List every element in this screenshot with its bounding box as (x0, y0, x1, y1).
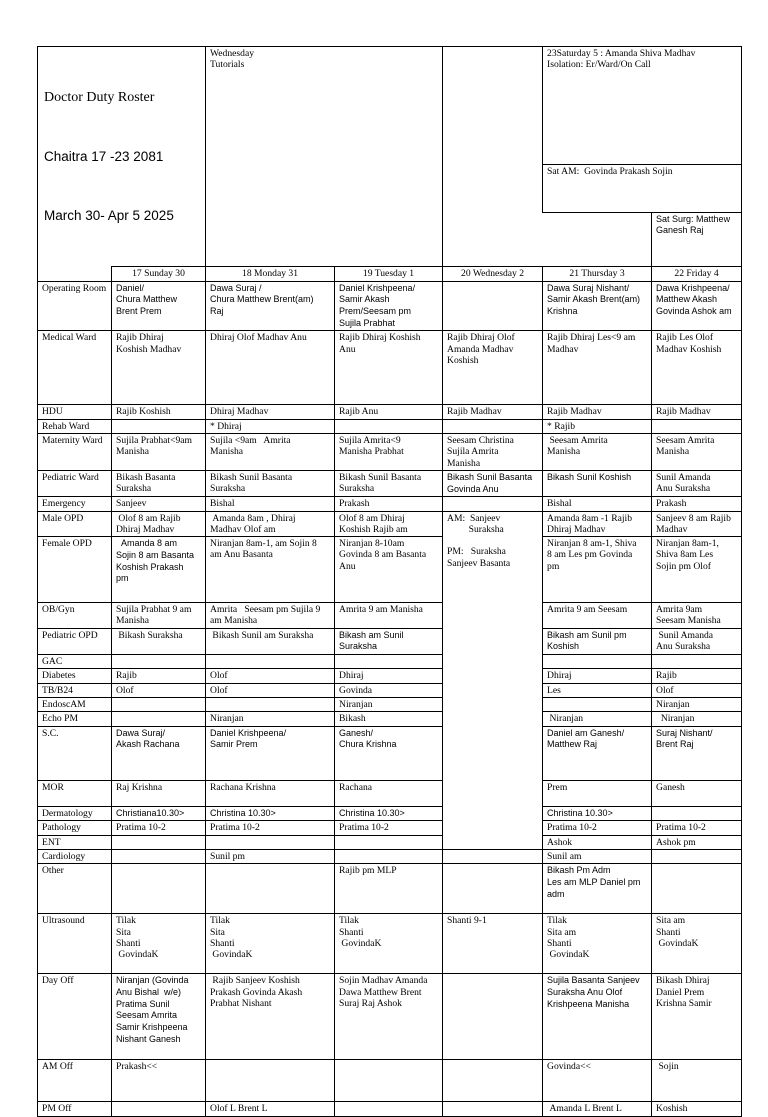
roster-table (37, 46, 742, 1117)
duty-cell (443, 1060, 543, 1102)
header-spacer (443, 212, 652, 267)
duty-cell: Bikash Sunil Basanta Suraksha (206, 470, 335, 496)
roster-row (38, 780, 742, 806)
duty-cell: Sunil am (543, 850, 652, 864)
duty-cell: Bikash Sunil Koshish (543, 470, 652, 496)
duty-cell: Dhiraj Madhav (206, 405, 335, 419)
duty-cell: Bikash Basanta Suraksha (112, 470, 206, 496)
roster-row (38, 628, 742, 654)
roster-title: Doctor Duty Roster (44, 90, 155, 106)
duty-cell: Amanda 8 am Sojin 8 am Basanta Koshish Prakash pm (112, 537, 206, 603)
row-label: MOR (38, 780, 112, 806)
duty-cell (206, 698, 335, 712)
duty-cell: Bikash Sunil Basanta Govinda Anu (443, 470, 543, 496)
duty-cell: Rajib Dhiraj Koshish Anu (335, 331, 443, 405)
duty-cell: Koshish (652, 1102, 742, 1116)
duty-cell: Niranjan 8 am-1, Shiva 8 am Les pm Govinda pm (543, 537, 652, 603)
duty-cell: Govinda (335, 683, 443, 697)
duty-cell: Bikash Sunil Basanta Suraksha (335, 470, 443, 496)
duty-cell: Rajib Madhav (652, 405, 742, 419)
duty-cell (335, 419, 443, 433)
duty-cell: Dhiraj (543, 669, 652, 683)
duty-cell: Rajib Dhiraj Olof Amanda Madhav Koshish (443, 331, 543, 405)
duty-cell: Shanti 9-1 (443, 914, 543, 974)
duty-cell: Tilak Sita am Shanti GovindaK (543, 914, 652, 974)
roster-row (38, 281, 742, 331)
roster-row (38, 669, 742, 683)
duty-cell: Dawa Suraj Nishant/ Samir Akash Brent(am) Krishna (543, 281, 652, 331)
duty-cell: Sojin (652, 1060, 742, 1102)
duty-cell: * Rajib (543, 419, 652, 433)
day-header: 18 Monday 31 (206, 267, 335, 281)
duty-cell: Rajib Madhav (443, 405, 543, 419)
row-label: Maternity Ward (38, 433, 112, 470)
duty-cell: Amrita 9 am Seesam (543, 603, 652, 629)
duty-cell: Seesam Amrita Manisha (652, 433, 742, 470)
duty-cell (335, 655, 443, 669)
duty-cell (543, 655, 652, 669)
duty-cell (335, 835, 443, 849)
duty-cell: Christiana10.30> (112, 806, 206, 821)
duty-cell: Niranjan (652, 712, 742, 726)
duty-cell: Sujila <9am Amrita Manisha (206, 433, 335, 470)
row-label: Echo PM (38, 712, 112, 726)
duty-cell: Christina 10.30> (335, 806, 443, 821)
duty-cell: Dawa Krishpeena/ Matthew Akash Govinda Ashok am (652, 281, 742, 331)
duty-cell: Rajib Anu (335, 405, 443, 419)
roster-row (38, 603, 742, 629)
row-label-blank (38, 267, 112, 281)
duty-cell: Rachana Krishna (206, 780, 335, 806)
duty-cell (206, 1060, 335, 1102)
duty-cell: Niranjan (335, 698, 443, 712)
duty-cell (112, 850, 206, 864)
row-label: TB/B24 (38, 683, 112, 697)
duty-cell: Olof (206, 669, 335, 683)
duty-cell (335, 1102, 443, 1116)
row-label: GAC (38, 655, 112, 669)
duty-cell: Pratima 10-2 (206, 821, 335, 835)
duty-cell (112, 864, 206, 914)
duty-cell: Prem (543, 780, 652, 806)
day-header: 20 Wednesday 2 (443, 267, 543, 281)
row-label: Other (38, 864, 112, 914)
row-label: Medical Ward (38, 331, 112, 405)
duty-cell (206, 655, 335, 669)
duty-cell: Bishal (206, 497, 335, 511)
duty-cell (443, 281, 543, 331)
row-label: HDU (38, 405, 112, 419)
duty-cell: Christina 10.30> (543, 806, 652, 821)
duty-cell (112, 698, 206, 712)
duty-cell: Bikash Dhiraj Daniel Prem Krishna Samir (652, 974, 742, 1060)
row-label: Emergency (38, 497, 112, 511)
row-label: Rehab Ward (38, 419, 112, 433)
row-label: Female OPD (38, 537, 112, 603)
duty-cell: Niranjan (206, 712, 335, 726)
duty-cell (112, 419, 206, 433)
duty-cell (443, 864, 543, 914)
duty-cell (443, 974, 543, 1060)
row-label: Pediatric OPD (38, 628, 112, 654)
nepali-date-range: Chaitra 17 -23 2081 (44, 148, 164, 164)
duty-cell: Sunil Amanda Anu Suraksha (652, 628, 742, 654)
duty-cell: Prakash (335, 497, 443, 511)
row-label: Cardiology (38, 850, 112, 864)
roster-row (38, 683, 742, 697)
duty-cell: Amanda 8am -1 Rajib Dhiraj Madhav (543, 511, 652, 537)
duty-cell: Ganesh (652, 780, 742, 806)
duty-cell: Sujila Amrita<9 Manisha Prabhat (335, 433, 443, 470)
duty-cell: Bikash Sunil am Suraksha (206, 628, 335, 654)
duty-cell: Pratima 10-2 (112, 821, 206, 835)
day-header: 21 Thursday 3 (543, 267, 652, 281)
duty-cell: Amrita 9am Seesam Manisha (652, 603, 742, 629)
duty-cell: Bikash Pm Adm Les am MLP Daniel pm adm (543, 864, 652, 914)
day-header: 22 Friday 4 (652, 267, 742, 281)
duty-cell (443, 850, 543, 864)
duty-cell: Sunil Amanda Anu Suraksha (652, 470, 742, 496)
duty-cell: Dawa Suraj / Chura Matthew Brent(am) Raj (206, 281, 335, 331)
duty-cell: Sujila Basanta Sanjeev Suraksha Anu Olof Krishpeena Manisha (543, 974, 652, 1060)
duty-cell: Bishal (543, 497, 652, 511)
duty-cell (543, 698, 652, 712)
duty-cell (206, 835, 335, 849)
duty-cell: Les (543, 683, 652, 697)
duty-cell: Olof (652, 683, 742, 697)
duty-cell: Amrita Seesam pm Sujila 9 am Manisha (206, 603, 335, 629)
roster-row (38, 419, 742, 433)
duty-cell: Rajib (652, 669, 742, 683)
roster-row (38, 497, 742, 511)
roster-row (38, 806, 742, 821)
day-header: 19 Tuesday 1 (335, 267, 443, 281)
duty-cell: Amrita 9 am Manisha (335, 603, 443, 629)
duty-cell: Olof 8 am Dhiraj Koshish Rajib am (335, 511, 443, 537)
duty-cell: Niranjan 8-10am Govinda 8 am Basanta Anu (335, 537, 443, 603)
duty-cell: Olof (112, 683, 206, 697)
duty-cell: Ashok (543, 835, 652, 849)
duty-cell: Tilak Sita Shanti GovindaK (112, 914, 206, 974)
roster-row (38, 914, 742, 974)
duty-cell: Rajib pm MLP (335, 864, 443, 914)
roster-row (38, 511, 742, 537)
row-label: Pathology (38, 821, 112, 835)
duty-cell: Bikash (335, 712, 443, 726)
duty-cell (652, 864, 742, 914)
row-label: PM Off (38, 1102, 112, 1116)
duty-cell: Niranjan (543, 712, 652, 726)
duty-cell: Suraj Nishant/ Brent Raj (652, 726, 742, 780)
row-label: EndoscAM (38, 698, 112, 712)
day-header: 17 Sunday 30 (112, 267, 206, 281)
duty-cell (443, 1102, 543, 1116)
roster-title-block (38, 47, 206, 267)
duty-cell: Rajib Koshish (112, 405, 206, 419)
roster-row (38, 470, 742, 496)
duty-cell (335, 850, 443, 864)
roster-row (38, 864, 742, 914)
duty-cell: Olof 8 am Rajib Dhiraj Madhav (112, 511, 206, 537)
roster-row (38, 726, 742, 780)
wednesday-tutorials-note: Wednesday Tutorials (206, 47, 443, 267)
duty-roster-sheet (37, 46, 741, 1117)
duty-cell: Seesam Amrita Manisha (543, 433, 652, 470)
duty-cell: * Dhiraj (206, 419, 335, 433)
duty-cell: Ashok pm (652, 835, 742, 849)
duty-cell: Olof (206, 683, 335, 697)
duty-cell (443, 419, 543, 433)
roster-row (38, 1060, 742, 1102)
row-label: Operating Room (38, 281, 112, 331)
row-label: S.C. (38, 726, 112, 780)
row-label: ENT (38, 835, 112, 849)
duty-cell: Rajib Madhav (543, 405, 652, 419)
duty-cell: Pratima 10-2 (543, 821, 652, 835)
header-spacer (443, 47, 543, 165)
row-label: Ultrasound (38, 914, 112, 974)
duty-cell: Dhiraj (335, 669, 443, 683)
roster-row (38, 835, 742, 849)
duty-cell: Niranjan (Govinda Anu Bishal w/e) Pratima Sunil Seesam Amrita Samir Krishpeena Nishant Ganesh (112, 974, 206, 1060)
row-label: Male OPD (38, 511, 112, 537)
duty-cell (652, 806, 742, 821)
duty-cell: Ganesh/ Chura Krishna (335, 726, 443, 780)
saturday-am-note: Sat AM: Govinda Prakash Sojin (543, 165, 742, 213)
duty-cell: Rajib Sanjeev Koshish Prakash Govinda Akash Prabhat Nishant (206, 974, 335, 1060)
duty-cell (652, 419, 742, 433)
saturday-surgery-note: Sat Surg: Matthew Ganesh Raj (652, 212, 742, 267)
duty-cell (335, 1060, 443, 1102)
duty-cell: Govinda<< (543, 1060, 652, 1102)
duty-cell: Sanjeev (112, 497, 206, 511)
duty-cell (112, 835, 206, 849)
roster-row (38, 1102, 742, 1116)
duty-cell: Rajib Dhiraj Koshish Madhav (112, 331, 206, 405)
duty-cell (112, 655, 206, 669)
duty-cell: Niranjan (652, 698, 742, 712)
duty-cell: Raj Krishna (112, 780, 206, 806)
row-label: Day Off (38, 974, 112, 1060)
duty-cell: Christina 10.30> (206, 806, 335, 821)
roster-row (38, 433, 742, 470)
duty-cell (206, 864, 335, 914)
duty-cell: Bikash Suraksha (112, 628, 206, 654)
roster-row (38, 698, 742, 712)
roster-row (38, 655, 742, 669)
row-label: Pediatric Ward (38, 470, 112, 496)
duty-cell (652, 850, 742, 864)
duty-cell: Rajib Les Olof Madhav Koshish (652, 331, 742, 405)
roster-row (38, 850, 742, 864)
duty-cell: Rachana (335, 780, 443, 806)
saturday-note: 23Saturday 5 : Amanda Shiva Madhav Isolation: Er/Ward/On Call (543, 47, 742, 165)
wednesday-opd-merged-cell: AM: Sanjeev Suraksha PM: Suraksha Sanjeev Basanta (443, 511, 543, 850)
duty-cell: Olof L Brent L (206, 1102, 335, 1116)
duty-cell: Prakash<< (112, 1060, 206, 1102)
duty-cell: Niranjan 8am-1, am Sojin 8 am Anu Basanta (206, 537, 335, 603)
duty-cell: Sujila Prabhat 9 am Manisha (112, 603, 206, 629)
header-spacer (443, 165, 543, 213)
duty-cell: Tilak Sita Shanti GovindaK (206, 914, 335, 974)
duty-cell: Sujila Prabhat<9am Manisha (112, 433, 206, 470)
duty-cell: Bikash am Sunil Suraksha (335, 628, 443, 654)
duty-cell: Daniel Krishpeena/ Samir Prem (206, 726, 335, 780)
roster-row (38, 537, 742, 603)
duty-cell: Amanda L Brent L (543, 1102, 652, 1116)
duty-cell: Tilak Shanti GovindaK (335, 914, 443, 974)
row-label: AM Off (38, 1060, 112, 1102)
duty-cell (112, 1102, 206, 1116)
row-label: OB/Gyn (38, 603, 112, 629)
duty-cell: Seesam Christina Sujila Amrita Manisha (443, 433, 543, 470)
duty-cell: Dhiraj Olof Madhav Anu (206, 331, 335, 405)
duty-cell (652, 655, 742, 669)
duty-cell: Sanjeev 8 am Rajib Madhav (652, 511, 742, 537)
duty-cell: Pratima 10-2 (335, 821, 443, 835)
row-label: Diabetes (38, 669, 112, 683)
duty-cell: Daniel/ Chura Matthew Brent Prem (112, 281, 206, 331)
duty-cell: Rajib (112, 669, 206, 683)
duty-cell: Niranjan 8am-1, Shiva 8am Les Sojin pm Olof (652, 537, 742, 603)
roster-row (38, 974, 742, 1060)
duty-cell: Sita am Shanti GovindaK (652, 914, 742, 974)
duty-cell: Daniel Krishpeena/ Samir Akash Prem/Seesam pm Sujila Prabhat (335, 281, 443, 331)
duty-cell (443, 497, 543, 511)
roster-row (38, 331, 742, 405)
duty-cell: Prakash (652, 497, 742, 511)
duty-cell: Daniel am Ganesh/ Matthew Raj (543, 726, 652, 780)
duty-cell: Pratima 10-2 (652, 821, 742, 835)
roster-row (38, 712, 742, 726)
duty-cell (112, 712, 206, 726)
row-label: Dermatology (38, 806, 112, 821)
duty-cell: Bikash am Sunil pm Koshish (543, 628, 652, 654)
roster-row (38, 821, 742, 835)
english-date-range: March 30- Apr 5 2025 (44, 207, 174, 223)
duty-cell: Dawa Suraj/ Akash Rachana (112, 726, 206, 780)
duty-cell: Sojin Madhav Amanda Dawa Matthew Brent Suraj Raj Ashok (335, 974, 443, 1060)
roster-row (38, 405, 742, 419)
duty-cell: Amanda 8am , Dhiraj Madhav Olof am (206, 511, 335, 537)
duty-cell: Sunil pm (206, 850, 335, 864)
duty-cell: Rajib Dhiraj Les<9 am Madhav (543, 331, 652, 405)
